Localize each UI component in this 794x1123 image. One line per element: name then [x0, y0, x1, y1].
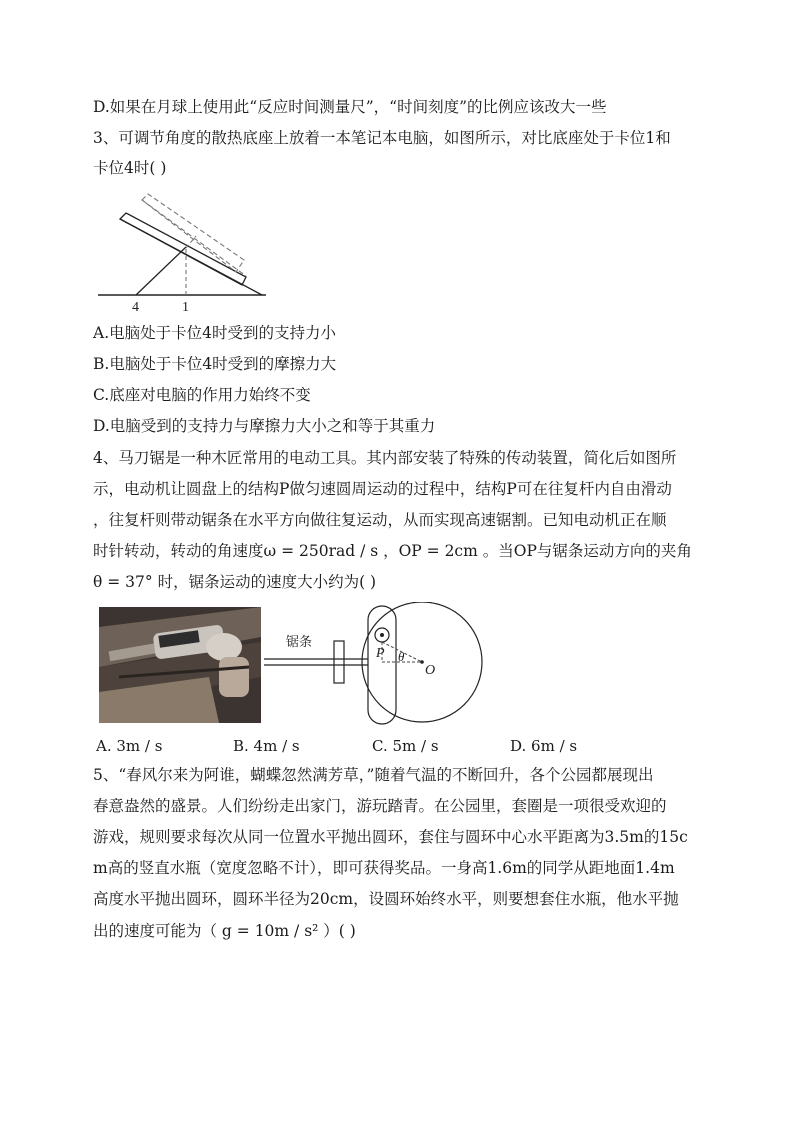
q4-label-saw: 锯条 — [286, 635, 313, 650]
q2-option-d: D.如果在月球上使用此“反应时间测量尺”，“时间刻度”的比例应该改大一些 — [93, 98, 607, 116]
q4-label-p: P — [376, 646, 385, 661]
q4-stem-line1: 4、马刀锯是一种木匠常用的电动工具。其内部安装了特殊的传动装置，简化后如图所 — [93, 449, 677, 467]
q5-stem-line4: m高的竖直水瓶（宽度忽略不计），即可获得奖品。一身高1.6m的同学从距地面1.4m — [93, 859, 675, 877]
q3-option-c: C.底座对电脑的作用力始终不变 — [93, 386, 311, 404]
q3-label-4: 4 — [132, 300, 139, 314]
q4-option-a: A. 3m / s — [96, 737, 163, 755]
q3-stem-line1: 3、可调节角度的散热底座上放着一本笔记本电脑，如图所示，对比底座处于卡位1和 — [93, 129, 671, 147]
q5-stem-line5: 高度水平抛出圆环，圆环半径为20cm，设圆环始终水平，则要想套住水瓶，他水平抛 — [93, 890, 679, 908]
q3-figure-laptop-stand — [96, 188, 268, 314]
q3-label-1: 1 — [182, 300, 189, 314]
q4-stem-line3: ，往复杆则带动锯条在水平方向做往复运动，从而实现高速锯割。已知电动机正在顺 — [93, 511, 667, 529]
q5-stem-line1: 5、“春风尔来为阿谁，蝴蝶忽然满芳草，”随着气温的不断回升，各个公园都展现出 — [93, 766, 654, 784]
q4-figure-mechanism — [262, 602, 492, 730]
q3-option-b: B.电脑处于卡位4时受到的摩擦力大 — [93, 355, 337, 373]
q4-stem-line4: 时针转动，转动的角速度ω = 250rad / s ，OP = 2cm 。当OP与锯条运动方向的夹角 — [93, 542, 692, 560]
q4-label-o: O — [425, 663, 436, 678]
q4-photo-saw — [99, 607, 261, 723]
q3-stem-line2: 卡位4时( ) — [93, 159, 167, 177]
q3-option-a: A.电脑处于卡位4时受到的支持力小 — [93, 324, 336, 342]
q4-option-c: C. 5m / s — [372, 737, 439, 755]
q4-stem-line5: θ = 37° 时，锯条运动的速度大小约为( ) — [93, 573, 377, 591]
q5-stem-line6: 出的速度可能为（ g = 10m / s² ）( ) — [93, 922, 356, 940]
q4-option-d: D. 6m / s — [510, 737, 578, 755]
q4-label-theta: θ — [398, 649, 405, 664]
q5-stem-line2: 春意盎然的盛景。人们纷纷走出家门，游玩踏青。在公园里，套圈是一项很受欢迎的 — [93, 797, 667, 815]
q4-option-b: B. 4m / s — [233, 737, 300, 755]
q5-stem-line3: 游戏，规则要求每次从同一位置水平抛出圆环，套住与圆环中心水平距离为3.5m的15c — [93, 828, 688, 846]
q4-stem-line2: 示，电动机让圆盘上的结构P做匀速圆周运动的过程中，结构P可在往复杆内自由滑动 — [93, 480, 672, 498]
q3-option-d: D.电脑受到的支持力与摩擦力大小之和等于其重力 — [93, 417, 436, 435]
